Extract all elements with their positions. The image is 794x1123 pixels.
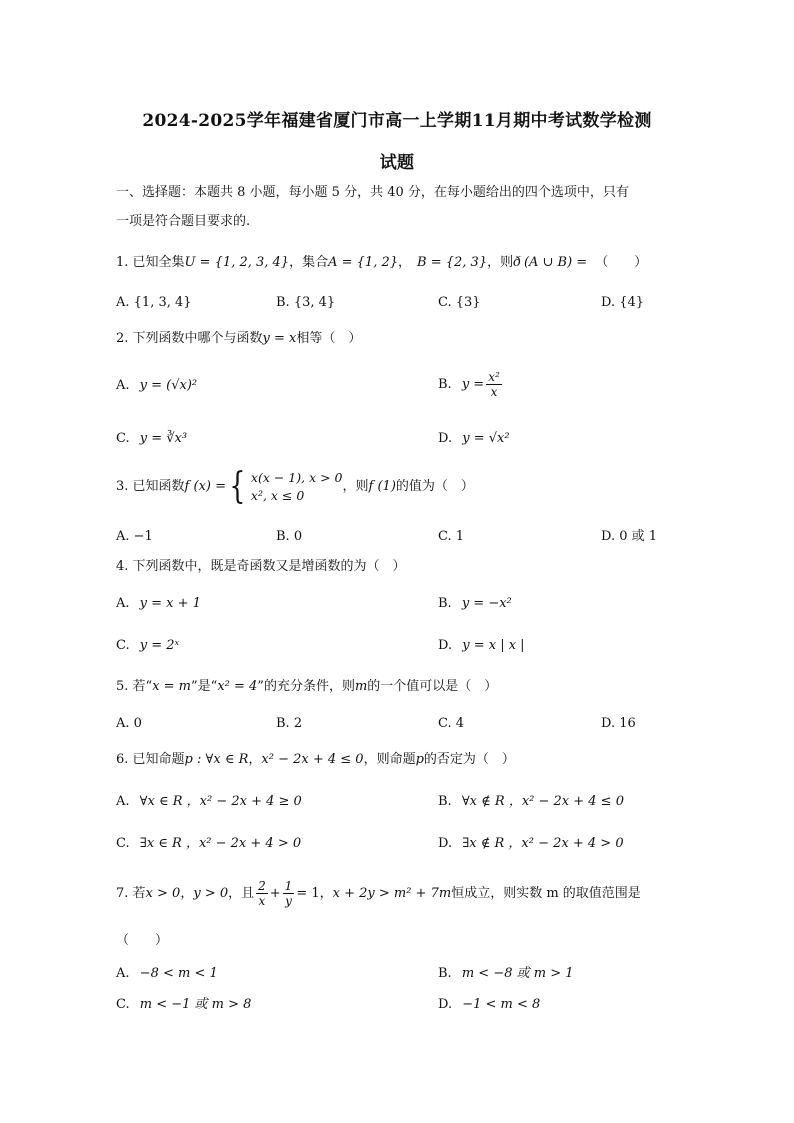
q7-inequality: x + 2y > m² + 7m [332, 886, 452, 901]
q7-text-a: 7. 若 [116, 886, 146, 901]
question-5-stem [116, 678, 497, 696]
q7-option-b-expr: m < −8 或 m > 1 [461, 966, 574, 981]
q2-option-b-denominator: x [490, 385, 498, 399]
q3-text-c: 的值为（ ） [395, 479, 474, 494]
q4-option-c-label: C. [116, 638, 130, 653]
q7-fraction-2-numerator: 1 [284, 879, 293, 893]
q4-option-b [438, 595, 512, 613]
q6-inequality: x² − 2x + 4 ≤ 0 [261, 752, 364, 767]
q7-option-a-label: A. [116, 966, 130, 981]
q2-option-d [438, 430, 510, 448]
q7-text-b: ，且 [228, 886, 255, 901]
q7-option-d-label: D. [438, 997, 453, 1012]
q4-option-c-expr: y = 2ˣ [139, 638, 180, 653]
q1-answer-paren: （ ） [595, 255, 648, 270]
q6-option-c [116, 835, 301, 853]
q6-p: p [415, 752, 424, 767]
q3-option-b: B. 0 [276, 529, 303, 544]
q4-option-a [116, 595, 201, 613]
q2-option-b [438, 370, 504, 399]
q2-function: y = x [262, 331, 297, 346]
q5-option-a: A. 0 [116, 716, 142, 731]
q2-option-a [116, 377, 197, 395]
q6-option-d-label: D. [438, 836, 453, 851]
q7-text-c: 恒成立，则实数 m 的取值范围是 [451, 886, 641, 901]
question-7-stem [116, 876, 641, 912]
q2-text-b: 相等（ ） [296, 331, 362, 346]
exam-title-line1: 2024-2025学年福建省厦门市高一上学期11月期中考试数学检测 [142, 111, 652, 131]
q7-fraction-2-denominator: y [285, 894, 292, 908]
q5-condition-2: x² = 4 [217, 679, 258, 694]
q2-option-a-expr: y = (√x)² [139, 378, 198, 393]
q5-text-d: 的一个值可以是（ ） [367, 679, 498, 694]
q1-option-c: C. {3} [438, 295, 481, 310]
q1-sep: ， [398, 255, 412, 270]
q3-text-b: ，则 [342, 479, 369, 494]
q3-option-c: C. 1 [438, 529, 465, 544]
q5-text-a: 5. 若“ [116, 679, 153, 694]
q4-option-a-label: A. [116, 596, 130, 611]
q6-text-c: ，则命题 [363, 752, 416, 767]
q7-fraction-1 [256, 879, 268, 908]
q2-option-b-y: y = [461, 376, 485, 392]
q7-option-b [438, 965, 574, 983]
q2-text-a: 2. 下列函数中哪个与函数 [116, 331, 263, 346]
q5-option-d: D. 16 [601, 716, 636, 731]
q7-option-c [116, 996, 251, 1014]
q6-option-c-label: C. [116, 836, 130, 851]
q2-option-a-label: A. [116, 378, 130, 393]
question-4-stem: 4. 下列函数中，既是奇函数又是增函数的为（ ） [116, 559, 406, 574]
q7-plus: + [269, 886, 281, 901]
q7-fraction-1-denominator: x [258, 894, 266, 908]
q1-text-a: 1. 已知全集 [116, 255, 185, 270]
q7-fraction-2 [283, 879, 295, 908]
q7-option-d-expr: −1 < m < 8 [462, 997, 541, 1012]
q2-option-c-label: C. [116, 431, 130, 446]
q5-option-b: B. 2 [276, 716, 303, 731]
q4-option-b-expr: y = −x² [461, 596, 512, 611]
q6-option-c-expr: ∃x ∈ R ，x² − 2x + 4 > 0 [139, 836, 302, 851]
q6-option-a-expr: ∀x ∈ R ，x² − 2x + 4 ≥ 0 [139, 794, 302, 809]
q2-option-b-numerator: x² [488, 370, 500, 384]
q2-option-b-label: B. [438, 377, 452, 392]
q6-option-d [438, 835, 624, 853]
q5-option-c: C. 4 [438, 716, 465, 731]
q6-proposition: p : ∀x ∈ R [184, 752, 249, 767]
q1-complement-symbol: ð [513, 255, 521, 270]
q3-option-d: D. 0 或 1 [601, 529, 658, 544]
q6-option-a [116, 793, 302, 811]
q6-text-d: 的否定为（ ） [423, 752, 515, 767]
q3-cases [251, 469, 343, 505]
q3-case-1: x(x − 1), x > 0 [250, 469, 343, 485]
q1-option-b: B. {3, 4} [276, 295, 336, 310]
exam-title-line2: 试题 [379, 153, 415, 173]
q5-condition-1: x = m [152, 679, 192, 694]
q6-text-b: ， [248, 752, 262, 767]
q1-universal-set: U = {1, 2, 3, 4} [184, 255, 290, 270]
q7-condition-x: x > 0 [145, 886, 181, 901]
q3-fx: f (x) = [184, 479, 226, 494]
q2-option-c-expr: y = ∛x³ [139, 431, 188, 446]
q7-fraction-1-numerator: 2 [258, 879, 266, 893]
q2-option-b-fraction [486, 370, 502, 399]
q1-expression: (A ∪ B) = [523, 255, 588, 270]
q6-option-b-expr: ∀x ∉ R ，x² − 2x + 4 ≤ 0 [461, 794, 624, 809]
q7-option-c-label: C. [116, 997, 130, 1012]
q4-option-d [438, 637, 525, 655]
q1-text-b: ，集合 [289, 255, 329, 270]
q3-brace: { [229, 465, 246, 507]
question-2-stem [116, 330, 361, 348]
q6-text-a: 6. 已知命题 [116, 752, 185, 767]
q4-option-b-label: B. [438, 596, 452, 611]
q7-option-d [438, 996, 540, 1014]
q3-text-a: 3. 已知函数 [116, 479, 185, 494]
q7-sep1: ， [180, 886, 194, 901]
q1-text-c: ，则 [487, 255, 514, 270]
q7-sep2: ， [319, 886, 333, 901]
q7-option-a [116, 965, 218, 983]
q4-option-a-expr: y = x + 1 [139, 596, 201, 611]
q7-option-c-expr: m < −1 或 m > 8 [139, 997, 252, 1012]
question-6-stem [116, 751, 515, 769]
section-instructions-line1: 一、选择题：本题共 8 小题，每小题 5 分，共 40 分，在每小题给出的四个选项中，只有 [116, 185, 629, 200]
q4-option-d-expr: y = x | x | [462, 638, 525, 653]
q5-m: m [354, 679, 368, 694]
q3-piecewise [226, 465, 343, 507]
q6-option-d-expr: ∃x ∉ R ，x² − 2x + 4 > 0 [462, 836, 624, 851]
q1-set-a: A = {1, 2} [328, 255, 399, 270]
q2-option-d-label: D. [438, 431, 453, 446]
q7-option-b-label: B. [438, 966, 452, 981]
q5-text-c: ”的充分条件，则 [257, 679, 355, 694]
q7-condition-y: y > 0 [193, 886, 229, 901]
q6-option-a-label: A. [116, 794, 130, 809]
q1-option-a: A. {1, 3, 4} [116, 295, 192, 310]
q6-option-b-label: B. [438, 794, 452, 809]
q5-text-b: ”是“ [191, 679, 218, 694]
q4-option-d-label: D. [438, 638, 453, 653]
question-3-stem [116, 467, 474, 507]
q2-option-c [116, 430, 187, 448]
q3-option-a: A. −1 [116, 529, 153, 544]
q1-option-d: D. {4} [601, 295, 645, 310]
q7-option-a-expr: −8 < m < 1 [139, 966, 218, 981]
q2-option-d-expr: y = √x² [462, 431, 510, 446]
q7-equals-one: = 1 [296, 886, 320, 901]
section-instructions-line2: 一项是符合题目要求的. [116, 214, 251, 229]
q3-case-2: x², x ≤ 0 [250, 487, 305, 503]
q6-option-b [438, 793, 624, 811]
q7-answer-paren: （ ） [116, 933, 169, 948]
question-1-stem [116, 254, 647, 272]
q4-option-c [116, 637, 179, 655]
q3-f1: f (1) [368, 479, 396, 494]
q1-set-b: B = {2, 3} [417, 255, 488, 270]
